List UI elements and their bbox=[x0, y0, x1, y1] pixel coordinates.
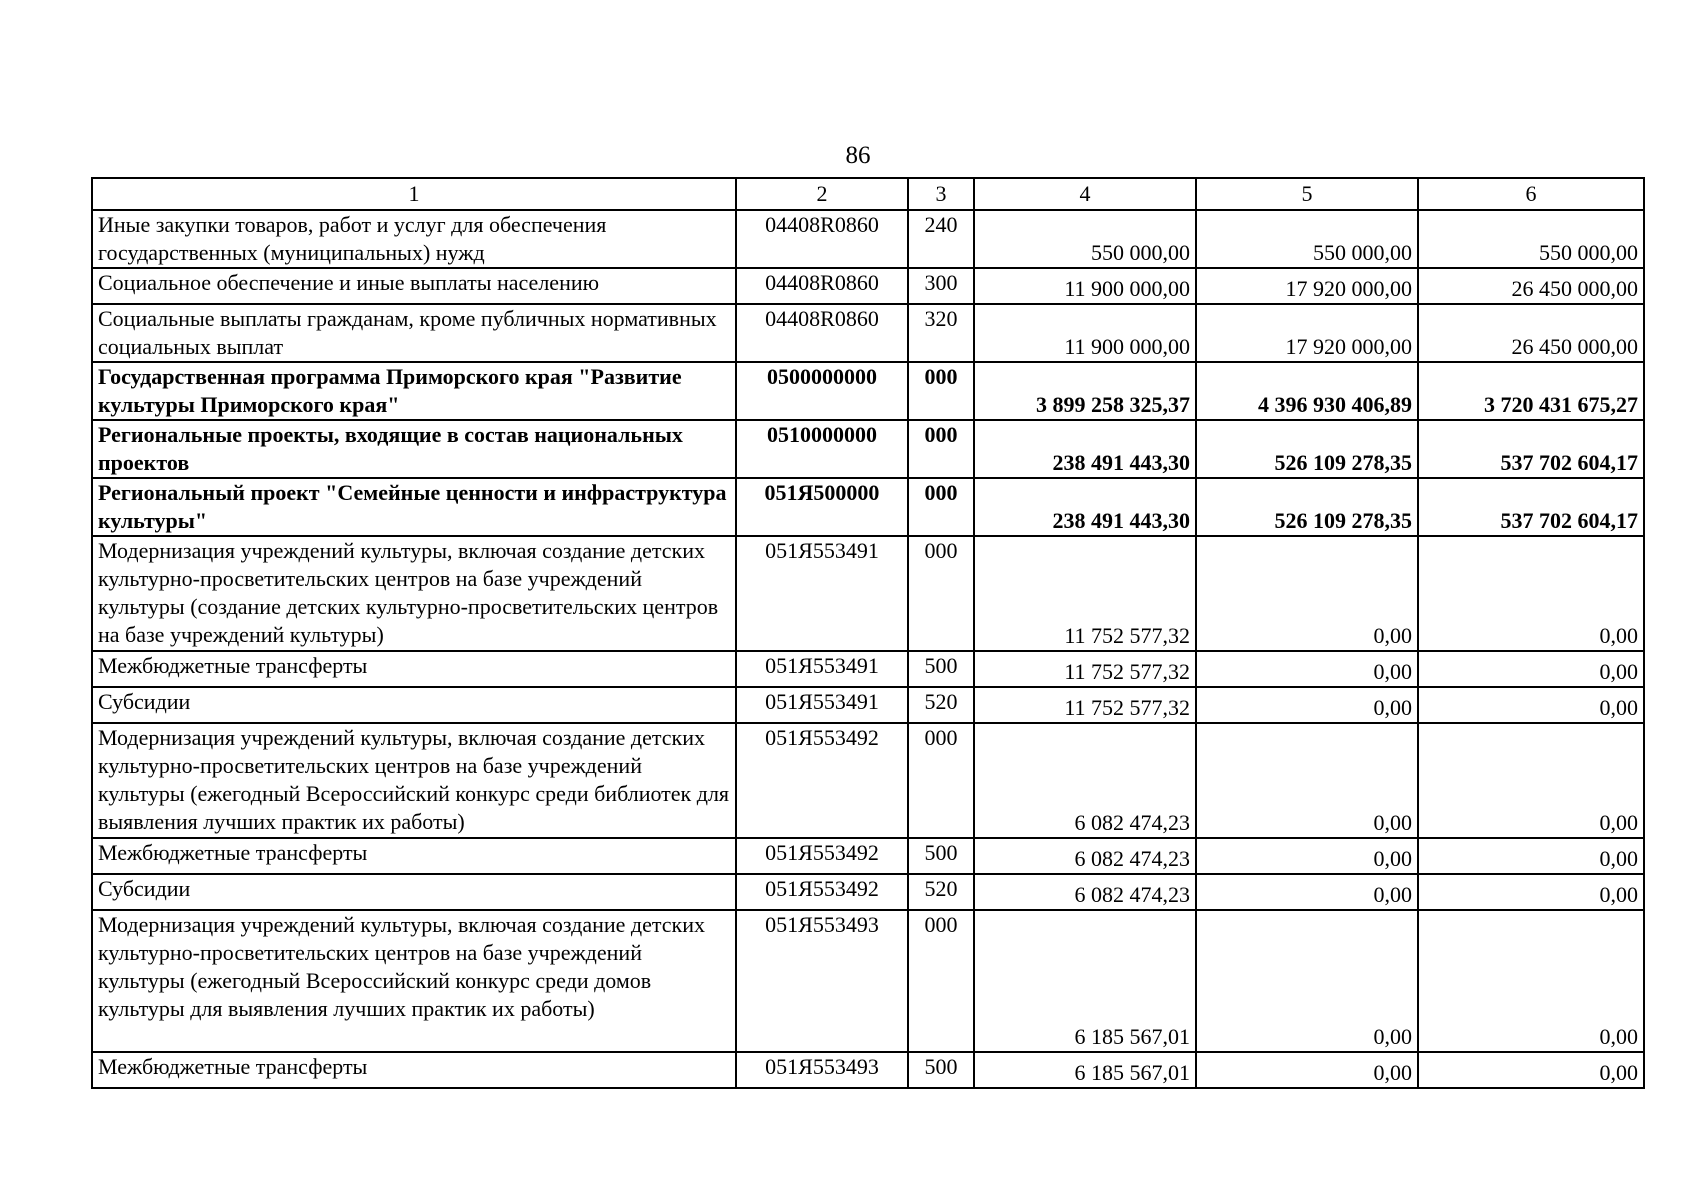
row-expense-type: 500 bbox=[908, 651, 974, 687]
row-amount-col6: 0,00 bbox=[1418, 874, 1644, 910]
row-expense-type: 520 bbox=[908, 874, 974, 910]
row-name: Межбюджетные трансферты bbox=[92, 1052, 736, 1088]
row-expense-type: 000 bbox=[908, 362, 974, 420]
row-expense-type: 500 bbox=[908, 1052, 974, 1088]
row-amount-col6: 0,00 bbox=[1418, 910, 1644, 1052]
table-row bbox=[92, 536, 1644, 651]
column-header: 2 bbox=[736, 178, 908, 210]
row-expense-type: 000 bbox=[908, 536, 974, 651]
row-amount-col4: 6 082 474,23 bbox=[974, 723, 1196, 838]
row-amount-col4: 6 185 567,01 bbox=[974, 1052, 1196, 1088]
row-target-code: 04408R0860 bbox=[736, 268, 908, 304]
table-row bbox=[92, 1052, 1644, 1088]
row-amount-col6: 26 450 000,00 bbox=[1418, 268, 1644, 304]
row-amount-col5: 17 920 000,00 bbox=[1196, 268, 1418, 304]
row-amount-col6: 0,00 bbox=[1418, 838, 1644, 874]
row-expense-type: 300 bbox=[908, 268, 974, 304]
row-amount-col5: 4 396 930 406,89 bbox=[1196, 362, 1418, 420]
row-amount-col4: 11 900 000,00 bbox=[974, 304, 1196, 362]
row-target-code: 04408R0860 bbox=[736, 210, 908, 268]
row-amount-col5: 0,00 bbox=[1196, 838, 1418, 874]
column-header: 3 bbox=[908, 178, 974, 210]
row-amount-col6: 537 702 604,17 bbox=[1418, 478, 1644, 536]
column-header: 5 bbox=[1196, 178, 1418, 210]
row-amount-col4: 238 491 443,30 bbox=[974, 478, 1196, 536]
row-amount-col6: 0,00 bbox=[1418, 687, 1644, 723]
row-expense-type: 240 bbox=[908, 210, 974, 268]
row-name: Субсидии bbox=[92, 687, 736, 723]
row-amount-col4: 11 752 577,32 bbox=[974, 536, 1196, 651]
table-row bbox=[92, 874, 1644, 910]
row-name: Региональные проекты, входящие в состав национальных проектов bbox=[92, 420, 736, 478]
row-expense-type: 000 bbox=[908, 478, 974, 536]
row-target-code: 051Я553491 bbox=[736, 687, 908, 723]
row-name: Социальное обеспечение и иные выплаты населению bbox=[92, 268, 736, 304]
row-amount-col6: 0,00 bbox=[1418, 651, 1644, 687]
row-amount-col6: 0,00 bbox=[1418, 1052, 1644, 1088]
row-name: Государственная программа Приморского края "Развитие культуры Приморского края" bbox=[92, 362, 736, 420]
row-amount-col5: 17 920 000,00 bbox=[1196, 304, 1418, 362]
row-expense-type: 000 bbox=[908, 420, 974, 478]
row-target-code: 051Я553491 bbox=[736, 536, 908, 651]
budget-table bbox=[91, 177, 1645, 1089]
row-amount-col5: 526 109 278,35 bbox=[1196, 478, 1418, 536]
row-amount-col4: 550 000,00 bbox=[974, 210, 1196, 268]
row-amount-col5: 0,00 bbox=[1196, 536, 1418, 651]
table-row bbox=[92, 687, 1644, 723]
row-amount-col4: 11 752 577,32 bbox=[974, 687, 1196, 723]
row-amount-col6: 0,00 bbox=[1418, 723, 1644, 838]
row-target-code: 04408R0860 bbox=[736, 304, 908, 362]
table-row bbox=[92, 304, 1644, 362]
table-row bbox=[92, 210, 1644, 268]
row-amount-col5: 526 109 278,35 bbox=[1196, 420, 1418, 478]
row-amount-col6: 26 450 000,00 bbox=[1418, 304, 1644, 362]
row-name: Региональный проект "Семейные ценности и инфраструктура культуры" bbox=[92, 478, 736, 536]
row-name: Субсидии bbox=[92, 874, 736, 910]
row-amount-col6: 3 720 431 675,27 bbox=[1418, 362, 1644, 420]
table-row bbox=[92, 723, 1644, 838]
page-number: 86 bbox=[845, 142, 871, 169]
column-header: 4 bbox=[974, 178, 1196, 210]
row-target-code: 051Я553492 bbox=[736, 874, 908, 910]
row-amount-col4: 238 491 443,30 bbox=[974, 420, 1196, 478]
row-amount-col5: 550 000,00 bbox=[1196, 210, 1418, 268]
row-amount-col6: 537 702 604,17 bbox=[1418, 420, 1644, 478]
row-expense-type: 520 bbox=[908, 687, 974, 723]
row-target-code: 051Я553493 bbox=[736, 910, 908, 1052]
table-row bbox=[92, 838, 1644, 874]
table-row bbox=[92, 420, 1644, 478]
table-row bbox=[92, 362, 1644, 420]
row-amount-col6: 0,00 bbox=[1418, 536, 1644, 651]
row-amount-col5: 0,00 bbox=[1196, 723, 1418, 838]
row-amount-col5: 0,00 bbox=[1196, 651, 1418, 687]
row-name: Социальные выплаты гражданам, кроме публичных нормативных социальных выплат bbox=[92, 304, 736, 362]
row-target-code: 051Я553492 bbox=[736, 723, 908, 838]
column-header: 1 bbox=[92, 178, 736, 210]
column-header: 6 bbox=[1418, 178, 1644, 210]
row-target-code: 051Я553492 bbox=[736, 838, 908, 874]
row-amount-col4: 11 752 577,32 bbox=[974, 651, 1196, 687]
row-name: Модернизация учреждений культуры, включая создание детских культурно-просветительских центров на базе учреждений культуры (ежегодный Всероссийский конкурс среди библиотек для выявления лучших практик их работы) bbox=[92, 723, 736, 838]
table-row bbox=[92, 910, 1644, 1052]
table-row bbox=[92, 268, 1644, 304]
row-amount-col5: 0,00 bbox=[1196, 910, 1418, 1052]
row-target-code: 051Я500000 bbox=[736, 478, 908, 536]
row-target-code: 051Я553491 bbox=[736, 651, 908, 687]
row-amount-col4: 3 899 258 325,37 bbox=[974, 362, 1196, 420]
row-name: Модернизация учреждений культуры, включая создание детских культурно-просветительских центров на базе учреждений культуры (ежегодный Всероссийский конкурс среди домов культуры для выявления лучших практик их работы) bbox=[92, 910, 736, 1052]
row-amount-col6: 550 000,00 bbox=[1418, 210, 1644, 268]
row-amount-col4: 6 185 567,01 bbox=[974, 910, 1196, 1052]
row-amount-col4: 6 082 474,23 bbox=[974, 874, 1196, 910]
column-number-row bbox=[92, 178, 1644, 210]
row-target-code: 051Я553493 bbox=[736, 1052, 908, 1088]
row-target-code: 0500000000 bbox=[736, 362, 908, 420]
table-row bbox=[92, 651, 1644, 687]
row-amount-col5: 0,00 bbox=[1196, 687, 1418, 723]
row-expense-type: 000 bbox=[908, 723, 974, 838]
table-row bbox=[92, 478, 1644, 536]
row-name: Модернизация учреждений культуры, включая создание детских культурно-просветительских центров на базе учреждений культуры (создание детских культурно-просветительских центров на базе учреждений культуры) bbox=[92, 536, 736, 651]
row-amount-col4: 11 900 000,00 bbox=[974, 268, 1196, 304]
row-amount-col5: 0,00 bbox=[1196, 874, 1418, 910]
row-target-code: 0510000000 bbox=[736, 420, 908, 478]
row-name: Иные закупки товаров, работ и услуг для обеспечения государственных (муниципальных) нужд bbox=[92, 210, 736, 268]
row-expense-type: 000 bbox=[908, 910, 974, 1052]
row-name: Межбюджетные трансферты bbox=[92, 651, 736, 687]
row-expense-type: 500 bbox=[908, 838, 974, 874]
row-expense-type: 320 bbox=[908, 304, 974, 362]
row-amount-col5: 0,00 bbox=[1196, 1052, 1418, 1088]
row-name: Межбюджетные трансферты bbox=[92, 838, 736, 874]
row-amount-col4: 6 082 474,23 bbox=[974, 838, 1196, 874]
